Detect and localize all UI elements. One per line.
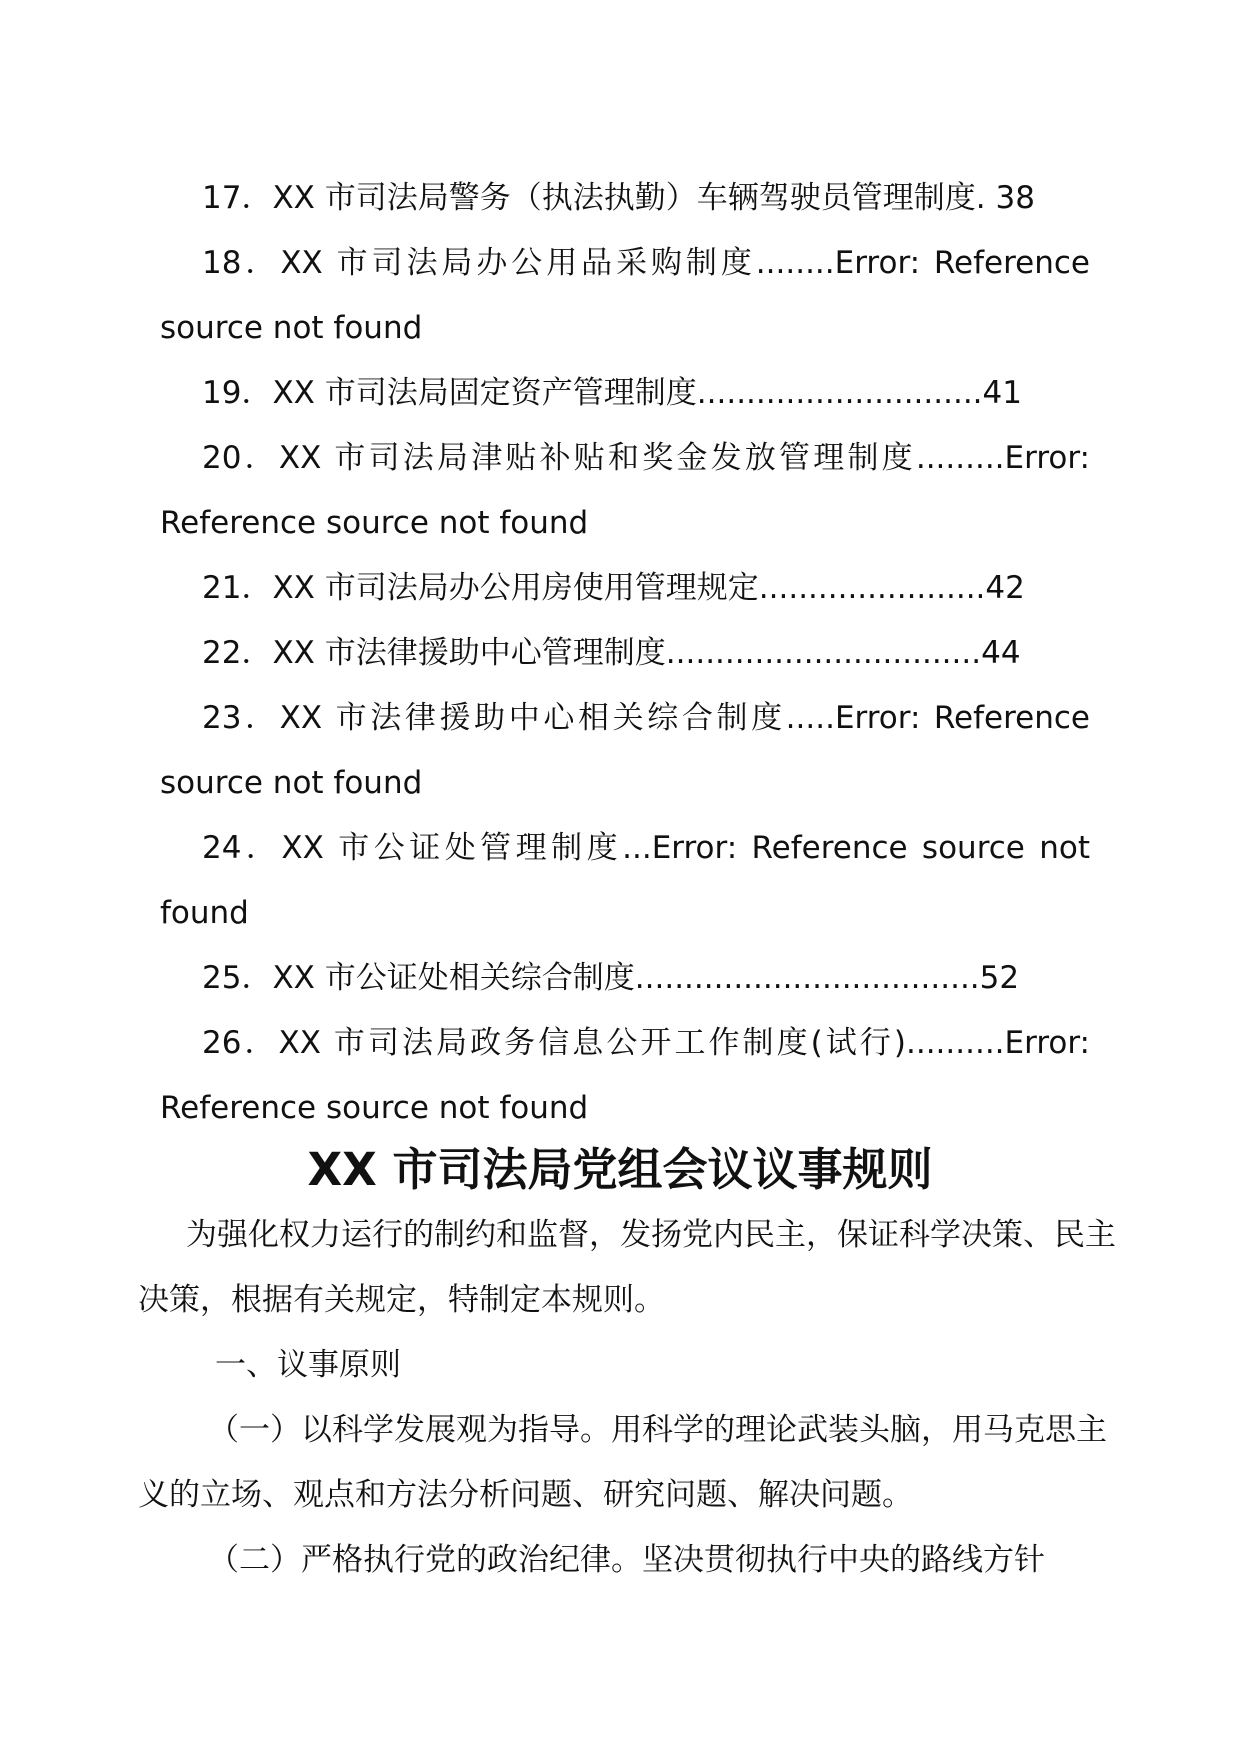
table-of-contents [160,166,1090,1141]
document-title: XX 市司法局党组会议议事规则 [307,1143,933,1196]
toc-entry[interactable]: 22．XX 市法律援助中心管理制度................................44 [202,635,1021,671]
rule-item-1: （一）以科学发展观为指导。用科学的理论武装头脑，用马克思主义的立场、观点和方法分析问题、研究问题、解决问题。 [138,1412,1107,1513]
toc-entry[interactable]: 21．XX 市司法局办公用房使用管理规定.......................42 [202,570,1025,606]
intro-paragraph: 为强化权力运行的制约和监督，发扬党内民主，保证科学决策、民主决策，根据有关规定，特制定本规则。 [138,1217,1116,1318]
toc-entry[interactable]: 17．XX 市司法局警务（执法执勤）车辆驾驶员管理制度. 38 [202,180,1035,216]
toc-entry[interactable]: 26．XX 市司法局政务信息公开工作制度(试行)..........Error: Reference source not found [160,1025,1090,1126]
toc-entry[interactable]: 23．XX 市法律援助中心相关综合制度.....Error: Reference source not found [160,700,1090,801]
toc-entry[interactable]: 19．XX 市司法局固定资产管理制度.............................41 [202,375,1022,411]
toc-entry[interactable]: 25．XX 市公证处相关综合制度...................................52 [202,960,1020,996]
section-heading: 一、议事原则 [215,1347,401,1383]
toc-entry[interactable]: 20．XX 市司法局津贴补贴和奖金发放管理制度.........Error: Reference source not found [160,440,1090,541]
toc-entry[interactable]: 24．XX 市公证处管理制度...Error: Reference source not found [160,830,1090,931]
document-body [138,1203,1128,1593]
toc-entry[interactable]: 18．XX 市司法局办公用品采购制度........Error: Reference source not found [160,245,1090,346]
rule-item-2: （二）严格执行党的政治纪律。坚决贯彻执行中央的路线方针 [208,1542,1045,1578]
